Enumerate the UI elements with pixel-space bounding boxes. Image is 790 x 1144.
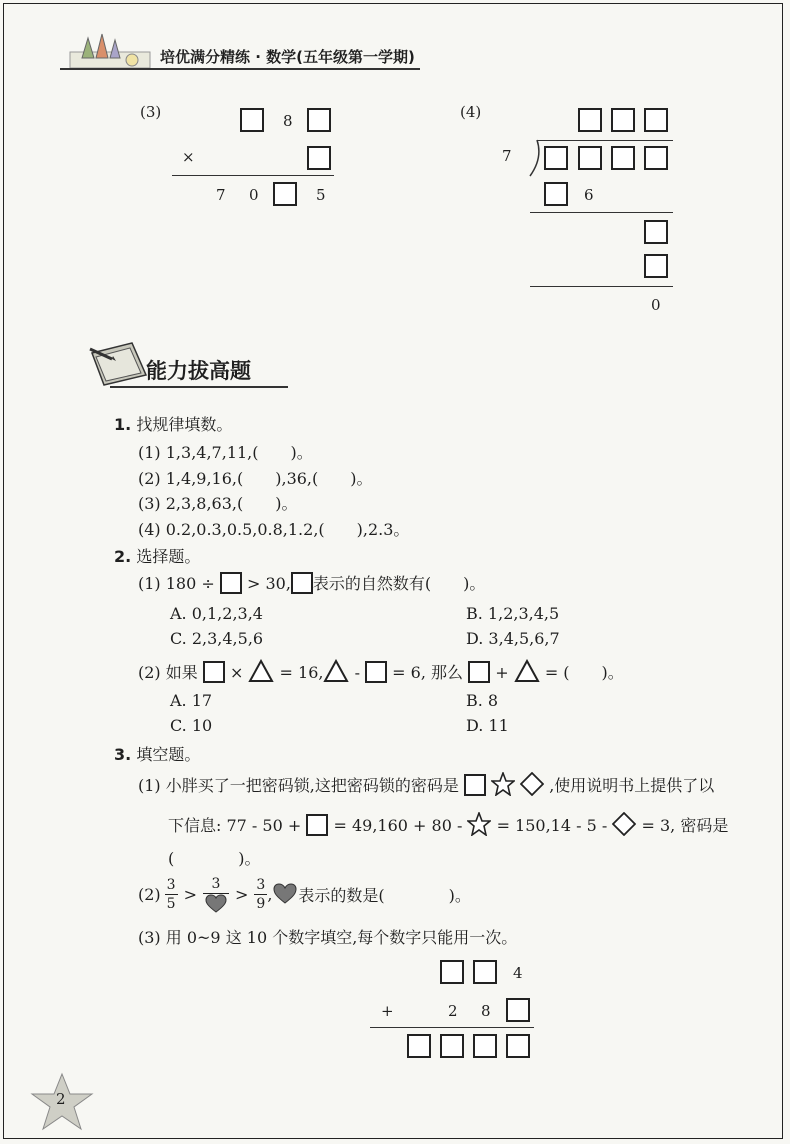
blank-box[interactable]: [273, 182, 297, 206]
triangle-icon: [323, 659, 349, 683]
blank-box[interactable]: [220, 572, 242, 594]
star-icon: [467, 812, 491, 836]
option[interactable]: C. 2,3,4,5,6: [170, 629, 264, 648]
plus-sign: +: [381, 1002, 394, 1020]
quotient-box[interactable]: [578, 108, 602, 132]
comma: ,: [267, 884, 273, 904]
q1-stem: 找规律填数。: [136, 415, 233, 434]
numerator: 3: [256, 876, 266, 893]
p3-res-b: 0: [249, 186, 259, 204]
p3-res-c: 5: [316, 186, 326, 204]
star-icon: [491, 772, 515, 796]
blank-box[interactable]: [365, 661, 387, 683]
blank-box[interactable]: [644, 220, 668, 244]
q2-number: 2.: [114, 547, 132, 566]
pencils-icon: [62, 30, 152, 70]
dividend-box[interactable]: [611, 146, 635, 170]
q1-heading: [114, 412, 232, 435]
page-number: 2: [56, 1090, 66, 1108]
top-digit: 4: [513, 964, 523, 982]
q2-heading: [114, 544, 200, 567]
q1-item: (4) 0.2,0.3,0.5,0.8,1.2,( ),2.3。: [138, 520, 410, 539]
numerator: 3: [203, 875, 229, 894]
denominator: [203, 894, 229, 914]
q2-s2: [138, 659, 624, 683]
p3-rule: [172, 175, 334, 176]
p4-zero: 0: [651, 296, 661, 314]
q2-s2-text: = ( )。: [544, 663, 624, 682]
q2-s1-text: > 30,: [246, 574, 291, 593]
digit-8: 8: [481, 1002, 491, 1020]
option[interactable]: C. 10: [170, 716, 213, 735]
blank-box[interactable]: [464, 774, 486, 796]
q3-s1-answer[interactable]: ( )。: [168, 849, 261, 868]
option[interactable]: D. 3,4,5,6,7: [466, 629, 560, 648]
q2-stem: 选择题。: [136, 547, 201, 566]
q2-s1-text: 表示的自然数有( )。: [312, 574, 486, 593]
option[interactable]: D. 11: [466, 716, 509, 735]
digit-box[interactable]: [506, 998, 530, 1022]
section-rule: [110, 386, 288, 388]
option[interactable]: B. 1,2,3,4,5: [466, 604, 560, 623]
header-decoration: [62, 30, 152, 70]
p3-res-a: 7: [216, 186, 226, 204]
blank-box[interactable]: [544, 182, 568, 206]
blank-box[interactable]: [307, 108, 331, 132]
q2-s2-text: ×: [229, 663, 244, 682]
q3-s1-line2: [168, 812, 728, 836]
blank-box[interactable]: [203, 661, 225, 683]
blank-box[interactable]: [307, 146, 331, 170]
p4-six: 6: [584, 186, 594, 204]
digit-box[interactable]: [407, 1034, 431, 1058]
gt-sign: >: [235, 884, 249, 904]
blank-box[interactable]: [291, 572, 313, 594]
q3-s1-text: ,使用说明书上提供了以: [549, 776, 715, 795]
heart-icon: [205, 894, 227, 914]
q3-s3: (3) 用 0~9 这 10 个数字填空,每个数字只能用一次。: [138, 928, 518, 947]
p3-digit: 8: [283, 112, 293, 130]
header-rule: [60, 68, 420, 70]
gt-sign: >: [183, 884, 197, 904]
digit-box[interactable]: [473, 1034, 497, 1058]
diamond-icon: [520, 772, 544, 796]
p4-label: (4): [460, 103, 482, 121]
q2-s2-text: = 16,: [279, 663, 324, 682]
q2-s2-text: +: [495, 663, 509, 682]
blank-box[interactable]: [468, 661, 490, 683]
q2-s2-text: (2) 如果: [138, 663, 198, 682]
q1-item: (2) 1,4,9,16,( ),36,( )。: [138, 469, 373, 488]
divisor: 7: [502, 147, 512, 165]
q1-number: 1.: [114, 415, 132, 434]
header-title: 培优满分精练 · 数学(五年级第一学期): [160, 48, 415, 66]
division-bar: [537, 140, 673, 141]
dividend-box[interactable]: [644, 146, 668, 170]
q3-s1-text: 下信息: 77 - 50 +: [168, 816, 302, 835]
q3-s1-text: = 3, 密码是: [641, 816, 729, 835]
triangle-icon: [514, 659, 540, 683]
p3-label: (3): [140, 103, 162, 121]
q2-s2-text: -: [354, 663, 360, 682]
digit-box[interactable]: [440, 960, 464, 984]
section-title: 能力拔高题: [146, 359, 251, 383]
q1-item: (1) 1,3,4,7,11,( )。: [138, 443, 313, 462]
division-rule: [530, 286, 673, 287]
fraction: [203, 875, 229, 914]
q3-stem: 填空题。: [136, 745, 201, 764]
q2-s1: [138, 571, 485, 594]
q3-s2-text: 表示的数是( )。: [298, 885, 471, 905]
q3-s2-label: (2): [138, 884, 161, 904]
blank-box[interactable]: [240, 108, 264, 132]
addition-rule: [370, 1027, 534, 1028]
denominator: 5: [166, 895, 176, 912]
denominator: 9: [256, 895, 266, 912]
fraction: [165, 876, 178, 913]
triangle-icon: [248, 659, 274, 683]
q1-item: (3) 2,3,8,63,( )。: [138, 494, 298, 513]
heart-icon: [273, 883, 297, 905]
blank-box[interactable]: [306, 814, 328, 836]
q2-s2-text: = 6, 那么: [392, 663, 464, 682]
q3-number: 3.: [114, 745, 132, 764]
digit-box[interactable]: [473, 960, 497, 984]
digit-box[interactable]: [440, 1034, 464, 1058]
division-rule: [530, 212, 673, 213]
q2-s1-text: (1) 180 ÷: [138, 574, 215, 593]
q3-s1-text: (1) 小胖买了一把密码锁,这把密码锁的密码是: [138, 776, 459, 795]
quotient-box[interactable]: [611, 108, 635, 132]
numerator: 3: [166, 876, 176, 893]
notebook-icon: [86, 335, 150, 387]
fraction: [254, 876, 267, 913]
option[interactable]: A. 17: [170, 691, 213, 710]
q3-s2: [138, 870, 471, 918]
option[interactable]: A. 0,1,2,3,4: [170, 604, 263, 623]
q3-heading: [114, 742, 200, 765]
q3-s1-text: = 49,160 + 80 -: [333, 816, 463, 835]
dividend-box[interactable]: [578, 146, 602, 170]
quotient-box[interactable]: [644, 108, 668, 132]
digit-2: 2: [448, 1002, 458, 1020]
diamond-icon: [612, 812, 636, 836]
q3-s1-line1: [138, 772, 714, 796]
dividend-box[interactable]: [544, 146, 568, 170]
q3-s1-text: = 150,14 - 5 -: [496, 816, 608, 835]
option[interactable]: B. 8: [466, 691, 499, 710]
digit-box[interactable]: [506, 1034, 530, 1058]
times-sign: ×: [182, 148, 195, 166]
blank-box[interactable]: [644, 254, 668, 278]
division-bracket: [528, 138, 542, 178]
